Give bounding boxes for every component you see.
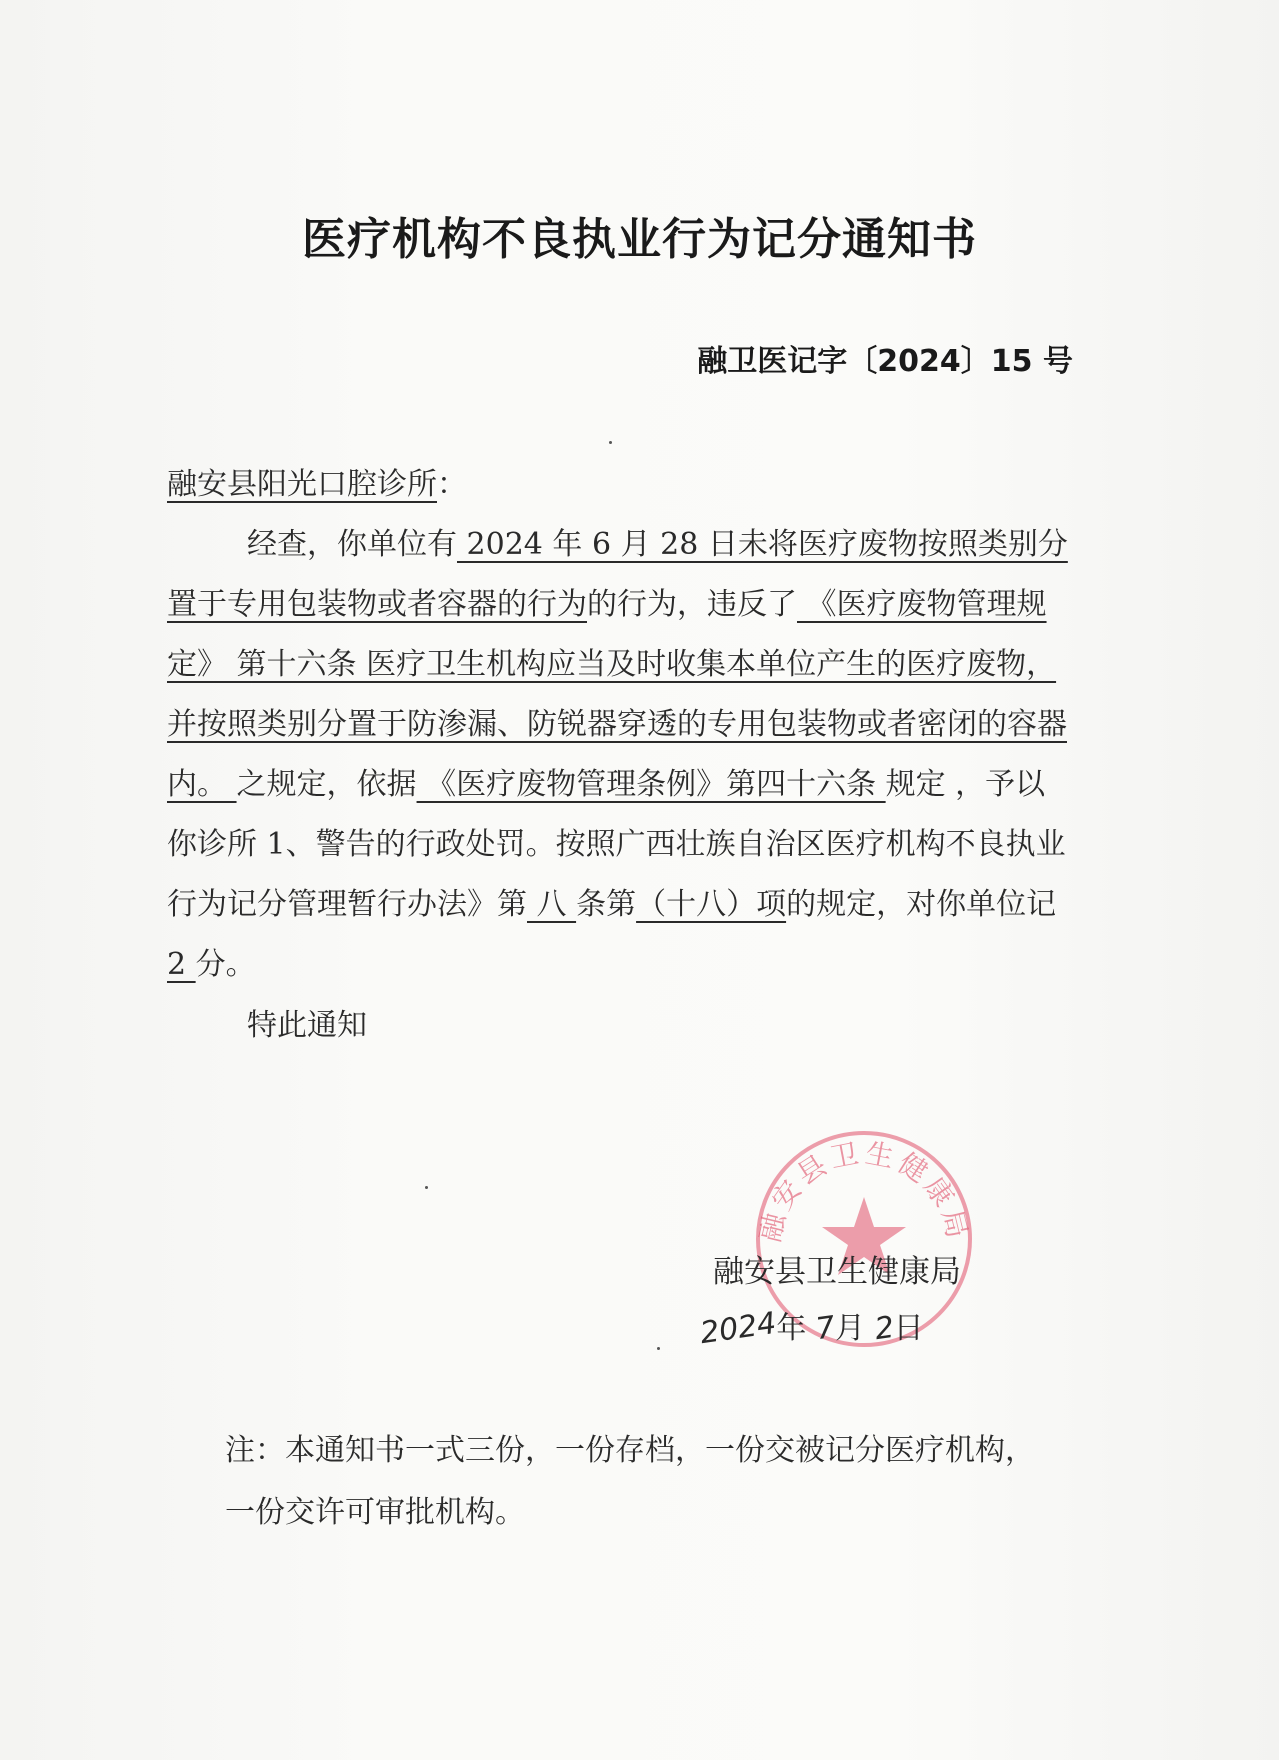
footnote-line: 一份交许可审批机构。 bbox=[225, 1495, 525, 1530]
scan-speck bbox=[425, 1186, 428, 1189]
date-unit: 日 bbox=[893, 1311, 924, 1346]
footnote bbox=[225, 1420, 1145, 1544]
text-segment: 条第 bbox=[576, 887, 637, 922]
violation-fill: 2024 年 6 月 28 日未将医疗废物按照类别分置于专用包装物或者容器的行为 bbox=[167, 527, 1068, 622]
issue-date bbox=[697, 1303, 924, 1352]
issuing-organization: 融安县卫生健康局 bbox=[713, 1254, 961, 1290]
text-segment: 的行为，违反了 bbox=[587, 587, 797, 622]
closing-text: 特此通知 bbox=[247, 1008, 367, 1043]
regulation-fill: 《医疗废物管理规定》 第十六条 医疗卫生机构应当及时收集本单位产生的医疗废物，并按照类别分置于防渗漏、防锐器穿透的专用包装物或者密闭的容器内。 bbox=[167, 587, 1067, 802]
handwritten-month: 7 bbox=[813, 1309, 838, 1348]
document-body bbox=[167, 455, 1072, 995]
main-paragraph bbox=[167, 515, 1072, 995]
footnote-line: 注：本通知书一式三份，一份存档，一份交被记分医疗机构， bbox=[225, 1433, 1035, 1468]
addressee: 融安县阳光口腔诊所 bbox=[167, 467, 437, 502]
date-unit: 月 bbox=[835, 1311, 865, 1346]
date-unit: 年 bbox=[776, 1311, 807, 1346]
article-fill: 八 bbox=[527, 887, 577, 922]
text-segment: 规定 ，予以你诊所 1、警告的行政处罚。按照广西壮族自治区医疗机构不良执业行为记分管理暂行办法》第 bbox=[167, 767, 1066, 922]
text-segment: 经查，你单位有 bbox=[247, 527, 457, 562]
item-fill: （十八）项 bbox=[636, 887, 787, 922]
scan-speck bbox=[657, 1347, 660, 1350]
document-number: 融卫医记字〔2024〕15 号 bbox=[697, 344, 1073, 379]
text-segment: 的规定，对你单位记 bbox=[786, 887, 1057, 922]
document-title: 医疗机构不良执业行为记分通知书 bbox=[302, 214, 977, 265]
addressee-colon: ： bbox=[437, 467, 467, 502]
basis-fill: 《医疗废物管理条例》第四十六条 bbox=[416, 767, 886, 802]
text-segment: 分。 bbox=[195, 947, 256, 982]
text-segment: 之规定，依据 bbox=[236, 767, 417, 802]
scan-speck bbox=[609, 441, 612, 444]
addressee-line bbox=[167, 455, 1072, 515]
seal-text: 融安县卫生健康局 bbox=[753, 1136, 975, 1246]
handwritten-year: 2024 bbox=[697, 1305, 779, 1352]
handwritten-day: 2 bbox=[872, 1309, 896, 1348]
points-fill: 2 bbox=[167, 947, 196, 982]
